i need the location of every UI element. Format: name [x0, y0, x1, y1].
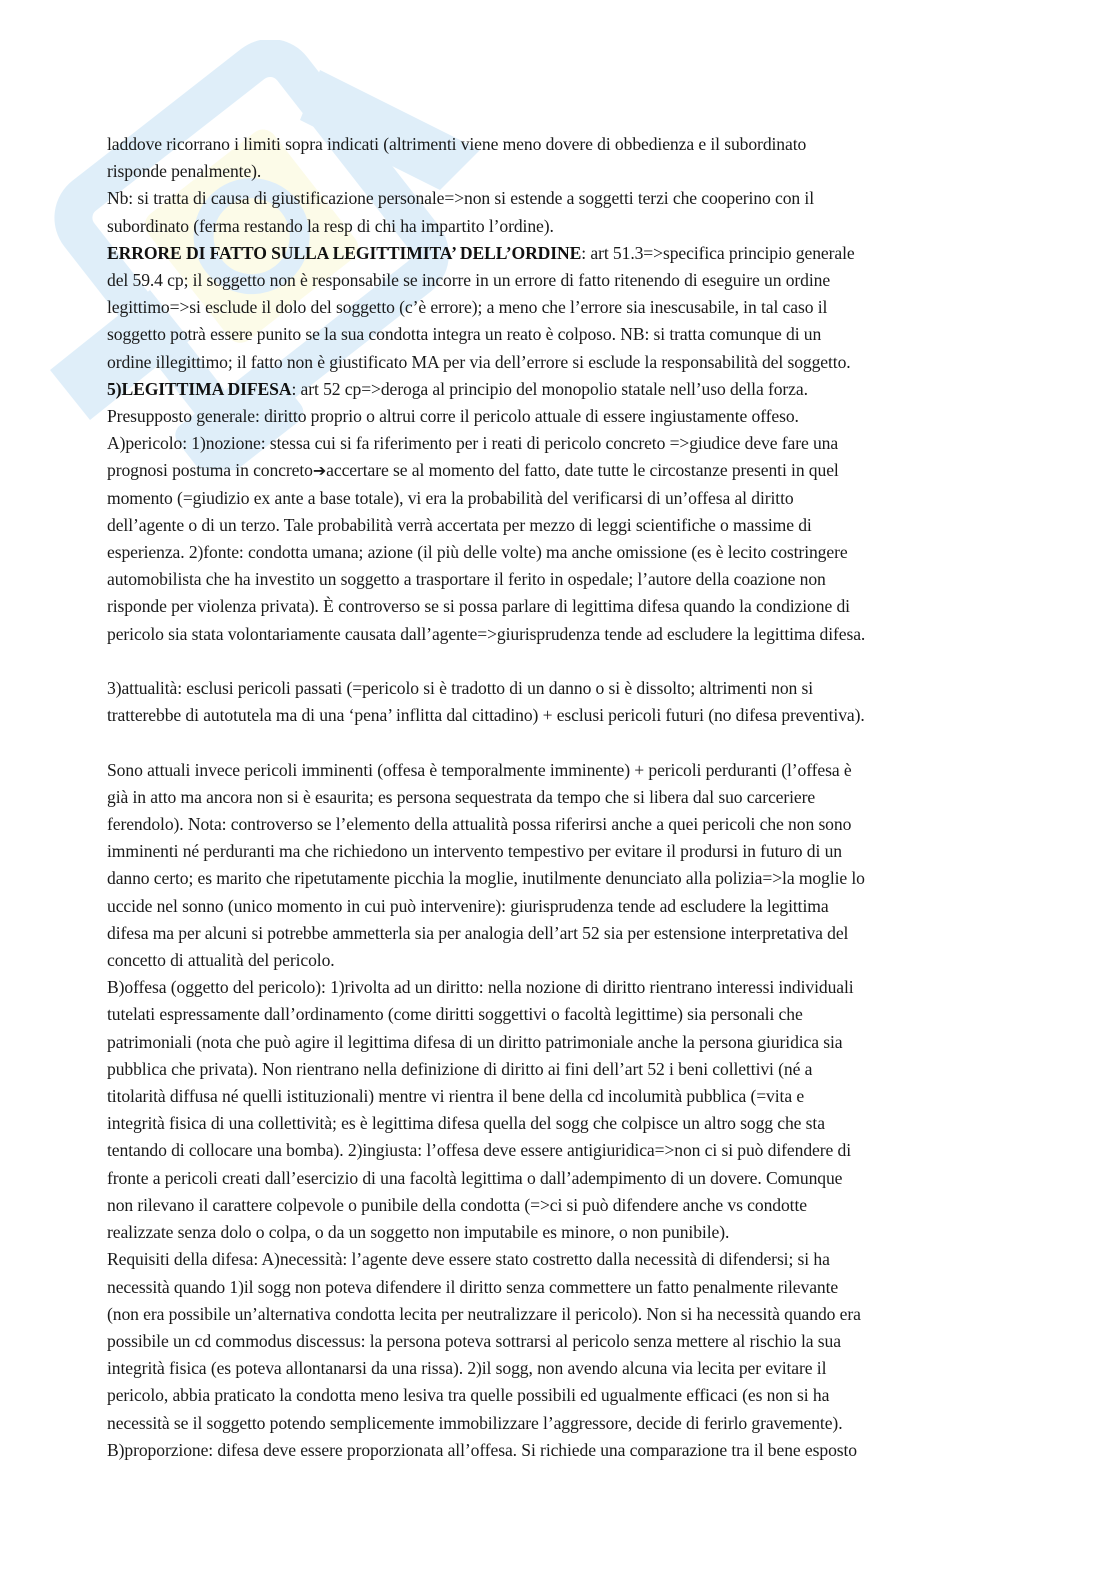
line-text: uccide nel sonno (unico momento in cui può intervenire): giurisprudenza tende ad escludere la legittima [107, 895, 829, 916]
line-text: ordine illegittimo; il fatto non è giustificato MA per via dell’errore si esclude la responsabilità del soggetto. [107, 351, 851, 372]
text-line [107, 267, 1012, 294]
text-line [107, 430, 1012, 457]
line-text: risponde per violenza privata). È controverso se si possa parlare di legittima difesa quando la condizione di [107, 596, 850, 617]
text-line [107, 457, 1012, 484]
line-text: risponde penalmente). [107, 161, 262, 182]
text-line [107, 1382, 1012, 1409]
text-line [107, 349, 1012, 376]
text-line [107, 1219, 1012, 1246]
text-line [107, 1246, 1012, 1273]
text-line [107, 757, 1012, 784]
text-line [107, 893, 1012, 920]
line-text: pericolo, abbia praticato la condotta meno lesiva tra quelle possibili ed ugualmente efficaci (es non si ha [107, 1385, 830, 1406]
line-text: del 59.4 cp; il soggetto non è responsabile se incorre in un errore di fatto ritenendo di eseguire un ordine [107, 270, 831, 291]
text-line [107, 1437, 1012, 1464]
line-text: già in atto ma ancora non si è esaurita; es persona sequestrata da tempo che si libera dal suo carceriere [107, 786, 816, 807]
line-text: integrità fisica (es poteva allontanarsi da una rissa). 2)il sogg, non avendo alcuna via lecita per evitare il [107, 1358, 827, 1379]
text-line [107, 213, 1012, 240]
text-line [107, 621, 1012, 648]
line-text: accertare se al momento del fatto, date tutte le circostanze presenti in quel [326, 460, 839, 481]
line-text: automobilista che ha investito un soggetto a trasportare il ferito in ospedale; l’autore della coazione non [107, 569, 826, 590]
text-line [107, 811, 1012, 838]
text-line [107, 294, 1012, 321]
line-text: Presupposto generale: diritto proprio o altrui corre il pericolo attuale di essere ingiustamente offeso. [107, 406, 799, 427]
line-text: tutelati espressamente dall’ordinamento (come diritti soggettivi o facoltà legittime) sia personali che [107, 1004, 803, 1025]
line-text: B)proporzione: difesa deve essere proporzionata all’offesa. Si richiede una comparazione tra il bene esposto [107, 1439, 857, 1460]
line-text: legittimo=>si esclude il dolo del soggetto (c’è errore); a meno che l’errore sia inescusabile, in tal caso il [107, 297, 828, 318]
line-text: necessità quando 1)il sogg non poteva difendere il diritto senza commettere un fatto penalmente rilevante [107, 1276, 839, 1297]
text-line [107, 1001, 1012, 1028]
text-line [107, 838, 1012, 865]
bold-heading: 5)LEGITTIMA DIFESA [107, 378, 292, 399]
text-line [107, 1274, 1012, 1301]
line-text: possibile un cd commodus discessus: la persona poteva sottrarsi al pericolo senza mettere al rischio la sua [107, 1330, 841, 1351]
text-line [107, 920, 1012, 947]
text-line [107, 1301, 1012, 1328]
text-line [107, 1083, 1012, 1110]
text-line [107, 185, 1012, 212]
text-line [107, 512, 1012, 539]
text-line [107, 675, 1012, 702]
line-text: momento (=giudizio ex ante a base totale), vi era la probabilità del verificarsi di un’offesa al diritto [107, 487, 794, 508]
bold-heading: ERRORE DI FATTO SULLA LEGITTIMITA’ DELL’ORDINE [107, 242, 582, 263]
text-line [107, 1110, 1012, 1137]
line-text: Nb: si tratta di causa di giustificazione personale=>non si estende a soggetti terzi che cooperino con il [107, 188, 815, 209]
line-text: danno certo; es marito che ripetutamente picchia la moglie, inutilmente denunciato alla polizia=>la moglie lo [107, 868, 865, 889]
text-line [107, 131, 1012, 158]
line-text: laddove ricorrano i limiti sopra indicati (altrimenti viene meno dovere di obbedienza e il subordinato [107, 134, 807, 154]
line-text: imminenti né perduranti ma che richiedono un intervento tempestivo per evitare il prodursi in futuro di un [107, 841, 842, 862]
text-line [107, 158, 1012, 185]
arrow-icon: ➔ [312, 461, 327, 481]
paragraph-gap [107, 648, 1012, 675]
line-text: tratterebbe di autotutela ma di una ‘pena’ inflitta dal cittadino) + esclusi pericoli futuri (no difesa preventiva). [107, 705, 865, 726]
text-line [107, 1192, 1012, 1219]
line-text: A)pericolo: 1)nozione: stessa cui si fa riferimento per i reati di pericolo concreto =>giudice deve fare una [107, 433, 839, 454]
line-text: integrità fisica di una collettività; es è legittima difesa quella del sogg che colpisce un altro sogg che sta [107, 1113, 825, 1134]
line-text: : art 52 cp=>deroga al principio del monopolio statale nell’uso della forza. [291, 378, 808, 399]
line-text: dell’agente o di un terzo. Tale probabilità verrà accertata per mezzo di leggi scientifiche o massime di [107, 514, 812, 535]
text-line [107, 1328, 1012, 1355]
line-text: tentando di collocare una bomba). 2)ingiusta: l’offesa deve essere antigiuridica=>non ci si può difendere di [107, 1140, 851, 1161]
text-line [107, 947, 1012, 974]
text-line [107, 376, 1012, 403]
text-line [107, 1056, 1012, 1083]
text-line [107, 1410, 1012, 1437]
line-text: B)offesa (oggetto del pericolo): 1)rivolta ad un diritto: nella nozione di diritto rientrano interessi individuali [107, 977, 854, 998]
line-text: esperienza. 2)fonte: condotta umana; azione (il più delle volte) ma anche omissione (es è lecito costringere [107, 542, 848, 563]
text-line [107, 321, 1012, 348]
line-text: realizzate senza dolo o colpa, o da un soggetto non imputabile es minore, o non punibile). [107, 1222, 730, 1243]
text-line [107, 593, 1012, 620]
line-text: concetto di attualità del pericolo. [107, 950, 335, 971]
text-line [107, 566, 1012, 593]
text-line [107, 784, 1012, 811]
document-body [107, 131, 1012, 1464]
text-line [107, 702, 1012, 729]
paragraph-gap [107, 729, 1012, 756]
line-text: (non era possibile un’alternativa condotta lecita per neutralizzare il pericolo). Non si ha necessità quando era [107, 1303, 861, 1324]
line-text: soggetto potrà essere punito se la sua condotta integra un reato è colposo. NB: si tratta comunque di un [107, 324, 822, 345]
text-line [107, 1137, 1012, 1164]
line-text: Requisiti della difesa: A)necessità: l’agente deve essere stato costretto dalla necessità di difendersi; si ha [107, 1249, 830, 1270]
text-line [107, 485, 1012, 512]
text-line [107, 1029, 1012, 1056]
text-line [107, 240, 1012, 267]
text-line [107, 1165, 1012, 1192]
line-text: fronte a pericoli creati dall’esercizio di una facoltà legittima o dall’adempimento di un dovere. Comunque [107, 1167, 843, 1188]
text-line [107, 539, 1012, 566]
text-line [107, 403, 1012, 430]
line-text: ferendolo). Nota: controverso se l’elemento della attualità possa riferirsi anche a quei pericoli che non sono [107, 814, 852, 835]
line-text: difesa ma per alcuni si potrebbe ammetterla sia per analogia dell’art 52 sia per estensione interpretativa del [107, 922, 849, 943]
line-text: non rilevano il carattere colpevole o punibile della condotta (=>ci si può difendere anche vs condotte [107, 1194, 807, 1215]
line-text: pericolo sia stata volontariamente causata dall’agente=>giurisprudenza tende ad escludere la legittima difesa. [107, 623, 866, 644]
line-text: Sono attuali invece pericoli imminenti (offesa è temporalmente imminente) + pericoli perduranti (l’offesa è [107, 759, 852, 780]
line-text: prognosi postuma in concreto [107, 460, 313, 481]
line-text: necessità se il soggetto potendo semplicemente immobilizzare l’aggressore, decide di ferirlo gravemente). [107, 1412, 843, 1433]
line-text: patrimoniali (nota che può agire il legittima difesa di un diritto patrimoniale anche la persona giuridica sia [107, 1031, 843, 1052]
line-text: pubblica che privata). Non rientrano nella definizione di diritto ai fini dell’art 52 i beni collettivi (né a [107, 1058, 813, 1079]
text-line [107, 974, 1012, 1001]
text-line [107, 1355, 1012, 1382]
text-line [107, 865, 1012, 892]
line-text: 3)attualità: esclusi pericoli passati (=pericolo si è tradotto di un danno o si è dissolto; altrimenti non si [107, 678, 814, 699]
line-text: titolarità diffusa né quelli istituzionali) mentre vi rientra il bene della cd incolumità pubblica (=vita e [107, 1086, 805, 1107]
line-text: subordinato (ferma restando la resp di chi ha impartito l’ordine). [107, 215, 554, 236]
line-text: : art 51.3=>specifica principio generale [581, 242, 855, 263]
